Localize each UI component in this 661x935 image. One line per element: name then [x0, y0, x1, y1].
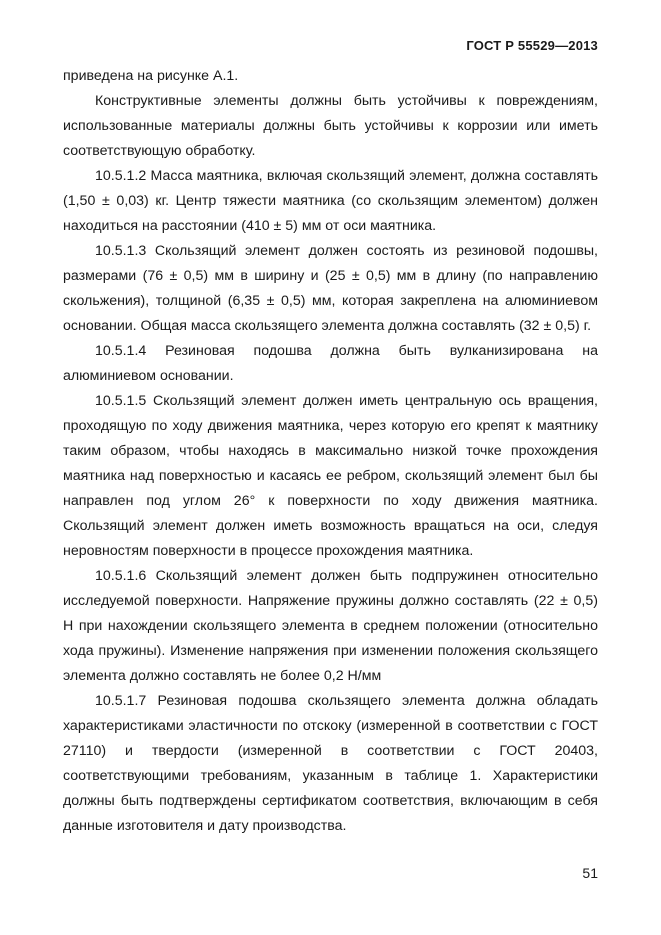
paragraph-10-5-1-5: 10.5.1.5 Скользящий элемент должен иметь центральную ось вращения, проходящую по ходу движения маятника, через которую его крепят к маятнику таким образом, чтобы находясь в максимально низкой точке прохождения маятника над поверхностью и касаясь ее ребром, скользящий элемент был бы направлен под углом 26° к поверхности по ходу движения маятника. Скользящий элемент должен иметь возможность вращаться на оси, следуя неровностям поверхности в процессе прохождения маятника.: [63, 393, 598, 559]
standard-id-header: ГОСТ Р 55529—2013: [466, 38, 598, 53]
paragraph-10-5-1-2: 10.5.1.2 Масса маятника, включая скользящий элемент, должна составлять (1,50 ± 0,03) кг. Центр тяжести маятника (со скользящим элементом) должен находиться на расстоянии (410 ± 5) мм от оси маятника.: [63, 168, 598, 234]
paragraph-10-5-1-7: 10.5.1.7 Резиновая подошва скользящего элемента должна обладать характеристиками эластичности по отскоку (измеренной в соответствии с ГОСТ 27110) и твердости (измеренной в соответствии с ГОСТ 20403, соответствующими требованиям, указанным в таблице 1. Характеристики должны быть подтверждены сертификатом соответствия, включающим в себя данные изготовителя и дату производства.: [63, 693, 598, 834]
page-number: 51: [582, 865, 598, 881]
document-body: [63, 64, 598, 839]
paragraph-10-5-1-3: 10.5.1.3 Скользящий элемент должен состоять из резиновой подошвы, размерами (76 ± 0,5) мм в ширину и (25 ± 0,5) мм в длину (по направлению скольжения), толщиной (6,35 ± 0,5) мм, которая закреплена на алюминиевом основании. Общая масса скользящего элемента должна составлять (32 ± 0,5) г.: [63, 243, 598, 334]
paragraph-structural-elements: Конструктивные элементы должны быть устойчивы к повреждениям, использованные материалы должны быть устойчивы к коррозии или иметь соответствующую обработку.: [63, 93, 598, 159]
paragraph-10-5-1-6: 10.5.1.6 Скользящий элемент должен быть подпружинен относительно исследуемой поверхности. Напряжение пружины должно составлять (22 ± 0,5) Н при нахождении скользящего элемента в среднем положении (относительно хода пружины). Изменение напряжения при изменении положения скользящего элемента должно составлять не более 0,2 Н/мм: [63, 568, 598, 684]
paragraph-continuation: приведена на рисунке А.1.: [63, 68, 239, 84]
paragraph-10-5-1-4: 10.5.1.4 Резиновая подошва должна быть вулканизирована на алюминиевом основании.: [63, 343, 598, 384]
